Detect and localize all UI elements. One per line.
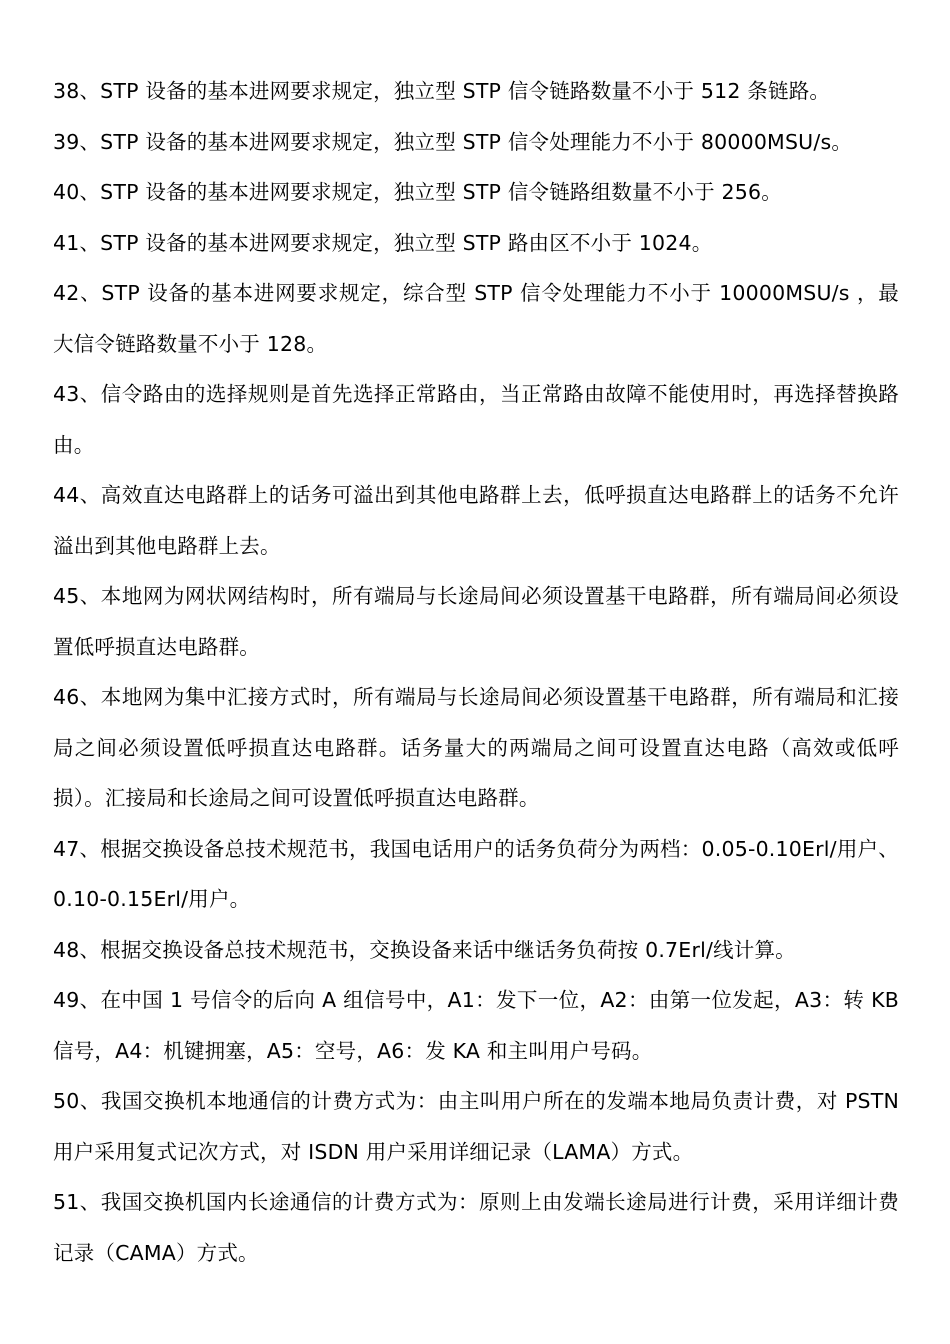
document-page bbox=[53, 66, 899, 1278]
paragraph-44: 44、高效直达电路群上的话务可溢出到其他电路群上去，低呼损直达电路群上的话务不允许溢出到其他电路群上去。 bbox=[53, 483, 899, 558]
paragraph-38: 38、STP 设备的基本进网要求规定，独立型 STP 信令链路数量不小于 512 条链路。 bbox=[53, 79, 831, 103]
paragraph-51: 51、我国交换机国内长途通信的计费方式为：原则上由发端长途局进行计费，采用详细计费记录（CAMA）方式。 bbox=[53, 1190, 899, 1265]
paragraph-43: 43、信令路由的选择规则是首先选择正常路由，当正常路由故障不能使用时，再选择替换路由。 bbox=[53, 382, 899, 457]
paragraph-50: 50、我国交换机本地通信的计费方式为：由主叫用户所在的发端本地局负责计费，对 PSTN 用户采用复式记次方式，对 ISDN 用户采用详细记录（LAMA）方式。 bbox=[53, 1089, 899, 1164]
paragraph-46: 46、本地网为集中汇接方式时，所有端局与长途局间必须设置基干电路群，所有端局和汇接局之间必须设置低呼损直达电路群。话务量大的两端局之间可设置直达电路（高效或低呼损）。汇接局和长途局之间可设置低呼损直达电路群。 bbox=[53, 685, 899, 810]
paragraph-39: 39、STP 设备的基本进网要求规定，独立型 STP 信令处理能力不小于 80000MSU/s。 bbox=[53, 129, 853, 154]
paragraph-40: 40、STP 设备的基本进网要求规定，独立型 STP 信令链路组数量不小于 256。 bbox=[53, 180, 782, 204]
paragraph-49: 49、在中国 1 号信令的后向 A 组信号中，A1：发下一位，A2：由第一位发起，A3：转 KB 信号，A4：机键拥塞，A5：空号，A6：发 KA 和主叫用户号码。 bbox=[53, 988, 899, 1063]
paragraph-45: 45、本地网为网状网结构时，所有端局与长途局间必须设置基干电路群，所有端局间必须设置低呼损直达电路群。 bbox=[53, 584, 899, 659]
paragraph-47: 47、根据交换设备总技术规范书，我国电话用户的话务负荷分为两档：0.05-0.10Erl/用户、0.10-0.15Erl/用户。 bbox=[53, 836, 899, 911]
paragraph-41: 41、STP 设备的基本进网要求规定，独立型 STP 路由区不小于 1024。 bbox=[53, 230, 713, 255]
paragraph-42: 42、STP 设备的基本进网要求规定，综合型 STP 信令处理能力不小于 10000MSU/s ，最大信令链路数量不小于 128。 bbox=[53, 281, 899, 356]
paragraph-48: 48、根据交换设备总技术规范书，交换设备来话中继话务负荷按 0.7Erl/线计算。 bbox=[53, 937, 796, 962]
